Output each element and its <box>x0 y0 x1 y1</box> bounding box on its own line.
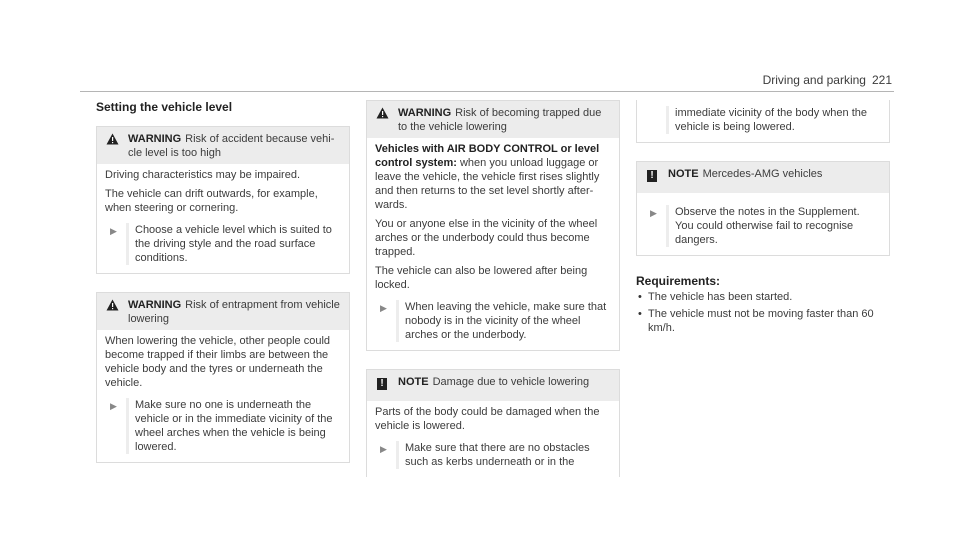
warning-body <box>97 164 349 273</box>
warning-triangle-icon <box>106 299 119 311</box>
warning-keyword: WARNING <box>128 133 182 145</box>
note-headline: Damage due to vehicle lowering <box>432 376 590 388</box>
note-box-continued <box>636 100 890 143</box>
warning-keyword: WARNING <box>128 299 182 311</box>
requirements-title: Requirements: <box>636 274 721 288</box>
note-exclamation-icon: ! <box>647 170 657 182</box>
step-text: Observe the notes in the Supplement. You could otherwise fail to recognise dangers. <box>675 206 860 246</box>
warning-box-2 <box>96 292 350 463</box>
warning-subhead: Vehicles with AIR BODY CONTROL or level control system: <box>375 143 600 169</box>
running-header <box>763 73 892 87</box>
warning-paragraph: The vehicle can drift outwards, for example, when steering or cornering. <box>105 188 318 214</box>
warning-headline: Risk of becoming trapped due to the vehicle lowering <box>398 107 602 133</box>
note-exclamation-icon: ! <box>377 378 387 390</box>
warning-subhead-text: when you unload luggage or leave the vehicle, the vehicle first rises slightly and then returns to the set level shortly afterwards. <box>375 157 600 211</box>
step-arrow-icon: ▶ <box>110 226 117 236</box>
column-2 <box>366 100 620 477</box>
warning-head <box>97 293 349 330</box>
warning-body <box>97 330 349 462</box>
step-text: When leaving the vehicle, make sure that nobody is in the vicinity of the wheel arches or the underbody. <box>405 301 607 341</box>
warning-headline: Risk of accident because vehicle level is too high <box>128 133 335 159</box>
warning-head <box>97 127 349 164</box>
step-bar <box>396 300 399 342</box>
step-arrow-icon: ▶ <box>380 303 387 313</box>
warning-paragraph: Driving characteristics may be impaired. <box>105 169 301 181</box>
step-bar <box>126 398 129 454</box>
note-body-continued <box>637 100 889 142</box>
warning-paragraph: You or anyone else in the vicinity of the wheel arches or the underbody could thus become trapped. <box>375 218 598 258</box>
note-paragraph: Parts of the body could be damaged when the vehicle is lowered. <box>375 406 600 432</box>
warning-paragraph: The vehicle can also be lowered after being locked. <box>375 265 588 291</box>
warning-body <box>367 138 619 350</box>
instruction-step <box>375 441 611 469</box>
note-keyword: NOTE <box>398 376 429 388</box>
note-body <box>637 193 889 255</box>
requirements-list <box>636 290 890 335</box>
warning-headline: Risk of entrapment from vehicle lowering <box>128 299 340 325</box>
warning-paragraph: When lowering the vehicle, other people could become trapped if their limbs are between the vehicle body and the tyres or underneath the vehicle. <box>105 335 331 389</box>
step-bar <box>126 223 129 265</box>
step-arrow-icon: ▶ <box>650 208 657 218</box>
header-rule <box>80 91 894 92</box>
step-text: Make sure no one is underneath the vehicle or in the immediate vicinity of the wheel arches when the vehicle is being lowered. <box>135 399 333 453</box>
instruction-step <box>105 223 341 265</box>
warning-head <box>367 101 619 138</box>
step-arrow-spacer <box>645 106 666 134</box>
note-box-2 <box>636 161 890 256</box>
note-headline: Mercedes-AMG vehicles <box>702 168 823 180</box>
requirement-item: • The vehicle has been started. <box>636 290 890 304</box>
instruction-step <box>375 300 611 342</box>
step-arrow-icon: ▶ <box>110 401 117 411</box>
instruction-step <box>105 398 341 454</box>
header-section: Driving and parking <box>762 73 866 87</box>
warning-triangle-icon <box>106 133 119 145</box>
step-bar <box>666 205 669 247</box>
step-text: Choose a vehicle level which is suited to the driving style and the road surface conditions. <box>135 224 332 264</box>
step-bar <box>666 106 669 134</box>
column-3 <box>636 100 890 338</box>
section-title: Setting the vehicle level <box>96 100 233 114</box>
note-body <box>367 401 619 477</box>
warning-box-1 <box>96 126 350 274</box>
warning-paragraph <box>375 142 611 212</box>
instruction-step-continued <box>645 106 881 134</box>
note-keyword: NOTE <box>668 168 699 180</box>
step-text: immediate vicinity of the body when the vehicle is being lowered. <box>675 107 867 133</box>
instruction-step <box>645 205 881 247</box>
warning-triangle-icon <box>376 107 389 119</box>
note-head <box>637 162 889 193</box>
step-arrow-icon: ▶ <box>380 444 387 454</box>
warning-keyword: WARNING <box>398 107 452 119</box>
step-text: Make sure that there are no obstacles such as kerbs underneath or in the <box>405 442 590 468</box>
step-bar <box>396 441 399 469</box>
requirement-item: • The vehicle must not be moving faster than 60 km/h. <box>636 307 890 335</box>
note-head <box>367 370 619 401</box>
warning-box-3 <box>366 100 620 351</box>
page-number: 221 <box>871 73 892 87</box>
note-box-1 <box>366 369 620 477</box>
column-1 <box>96 100 350 481</box>
